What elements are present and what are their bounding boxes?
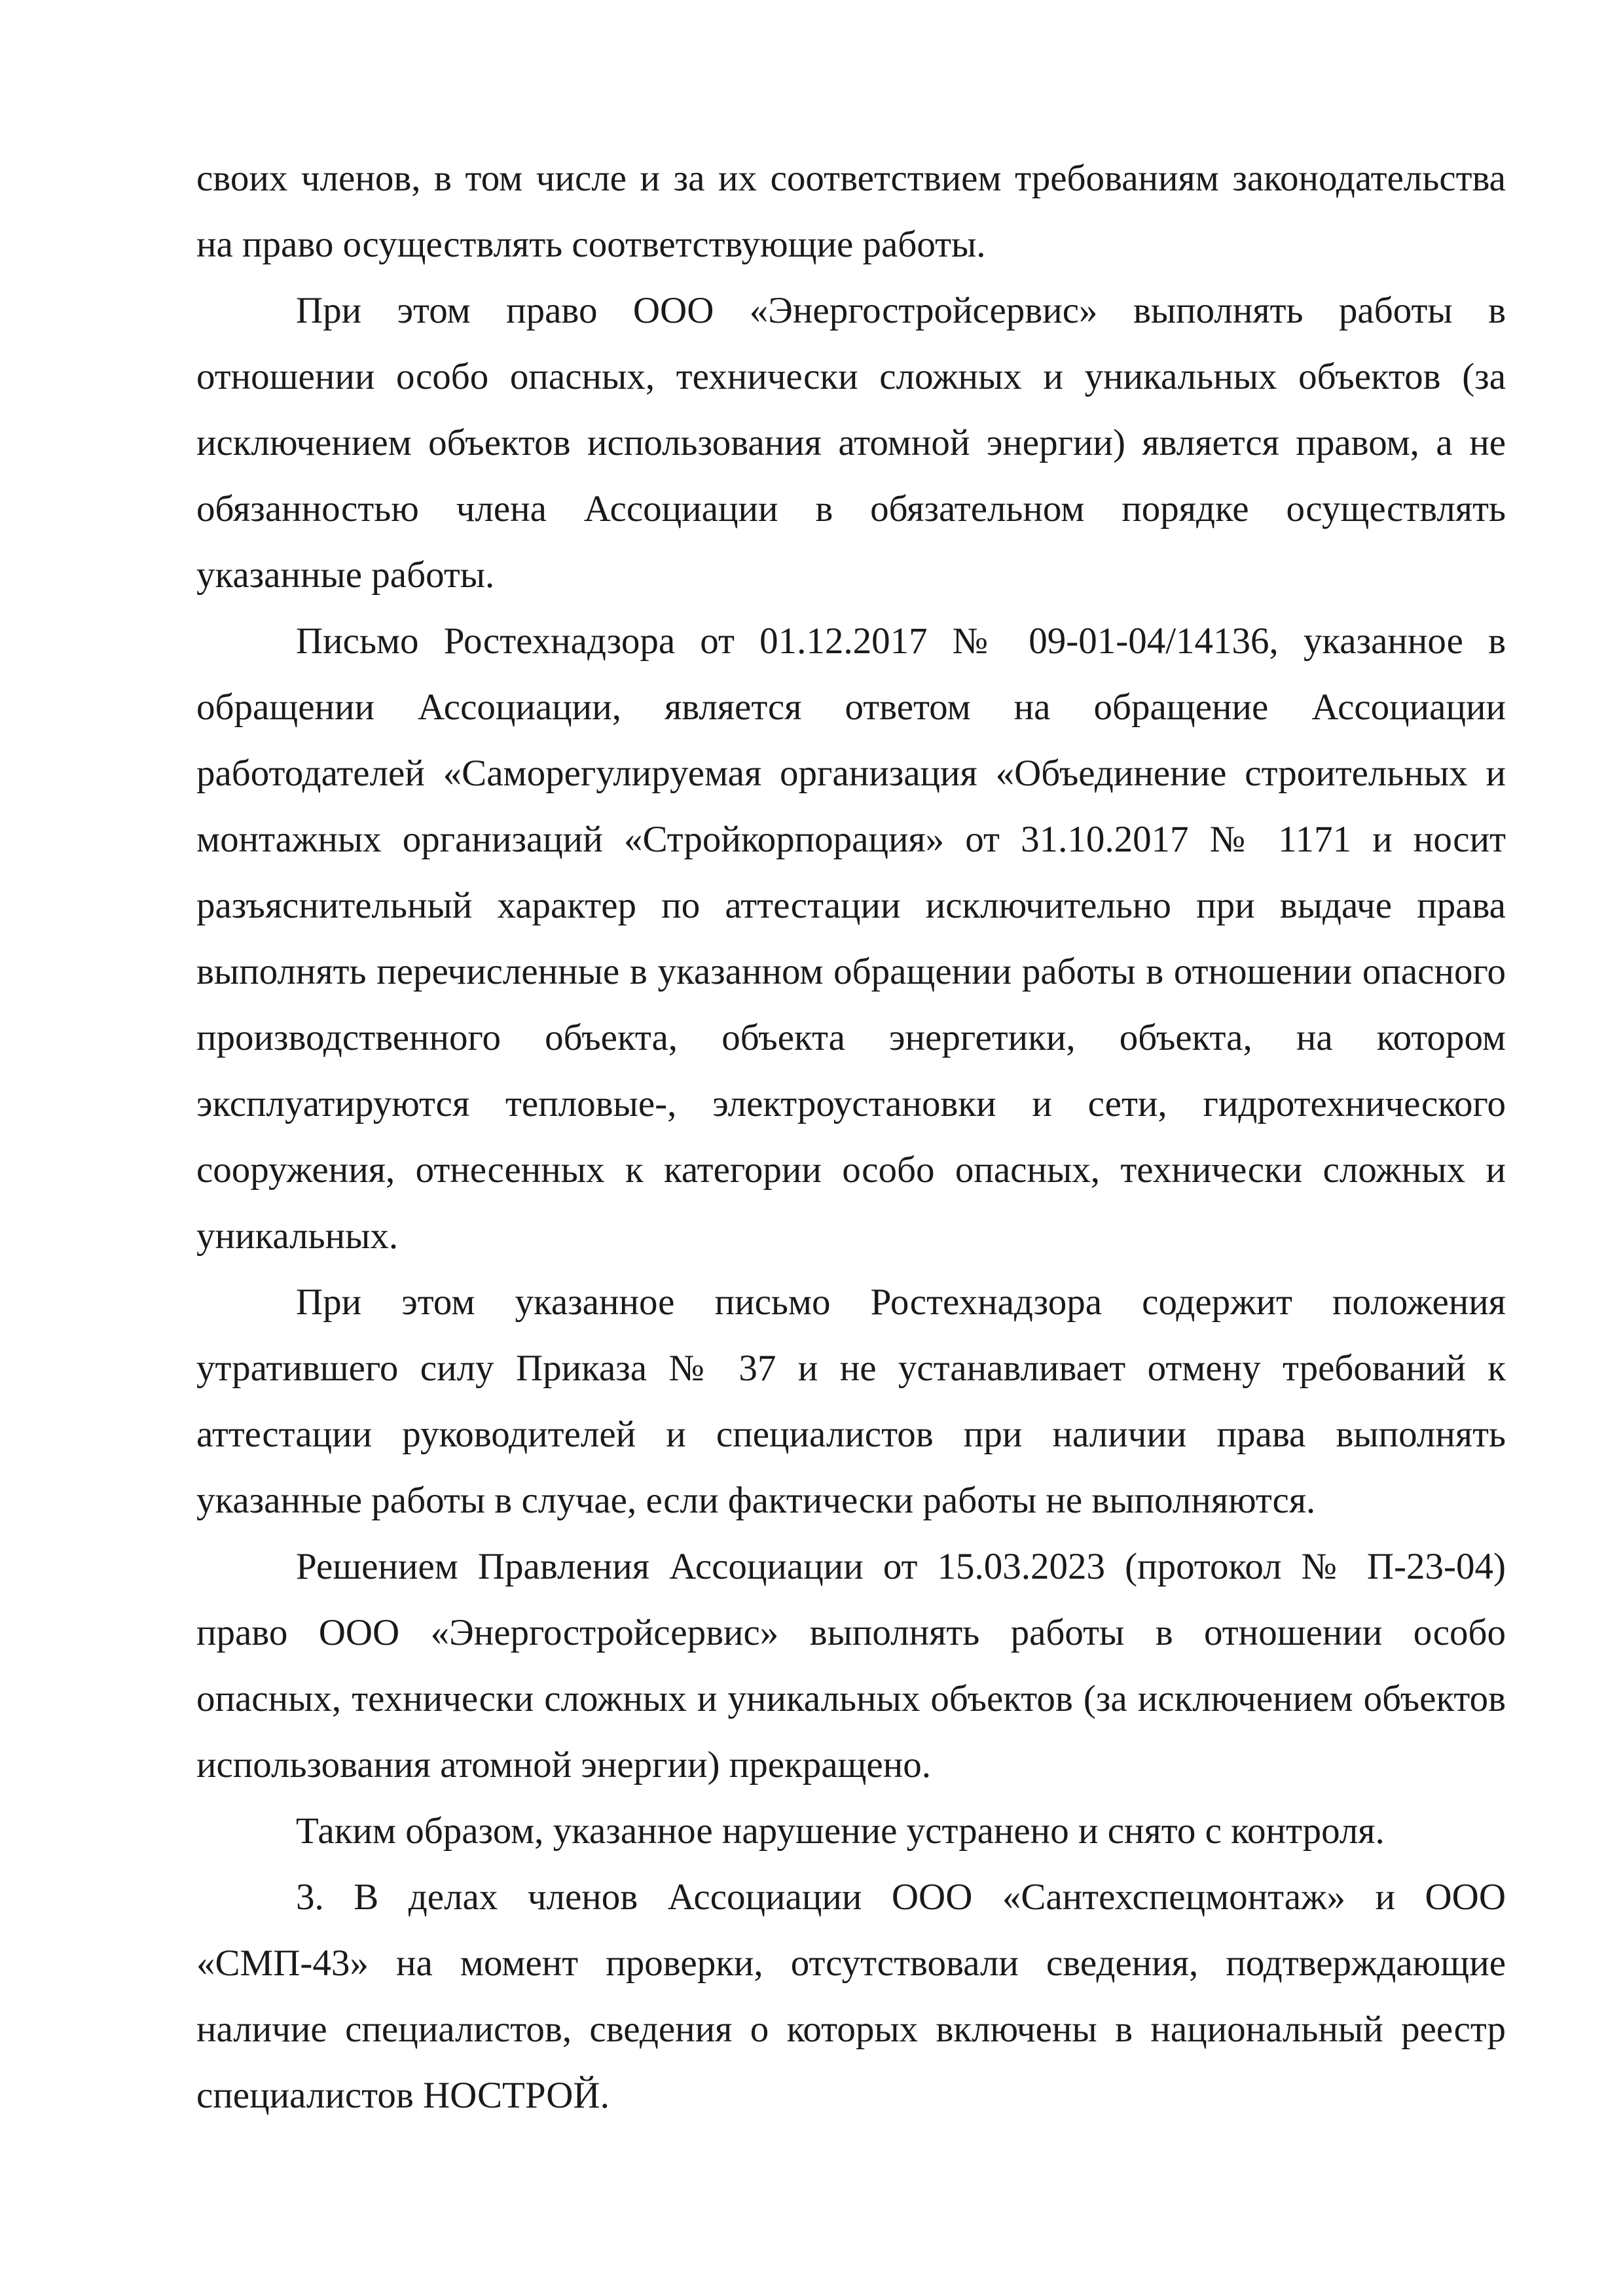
paragraph-letter-provisions: При этом указанное письмо Ростехнадзора содержит положения утратившего силу Приказа № 37 и не устанавливает отмену требований к аттестации руководителей и специалистов при наличии права выполнять указанные работы в случае, если фактически работы не выполняются.	[196, 1282, 1506, 1521]
paragraph-continuation: своих членов, в том числе и за их соответствием требованиям законодательства на право осуществлять соответствующие работы.	[196, 158, 1506, 265]
paragraph-item-3: 3. В делах членов Ассоциации ООО «Сантехспецмонтаж» и ООО «СМП-43» на момент проверки, отсутствовали сведения, подтверждающие наличие специалистов, сведения о которых включены в национальный реестр специалистов НОСТРОЙ.	[196, 1876, 1506, 2116]
paragraph-rostekhnadzor-letter: Письмо Ростехнадзора от 01.12.2017 № 09-01-04/14136, указанное в обращении Ассоциации, является ответом на обращение Ассоциации работодателей «Саморегулируемая организация «Объединение строительных и монтажных организаций «Стройкорпорация» от 31.10.2017 № 1171 и носит разъяснительный характер по аттестации исключительно при выдаче права выполнять перечисленные в указанном обращении работы в отношении опасного производственного объекта, объекта энергетики, объекта, на котором эксплуатируются тепловые-, электроустановки и сети, гидротехнического сооружения, отнесенных к категории особо опасных, технически сложных и уникальных.	[196, 620, 1506, 1257]
paragraph-board-decision: Решением Правления Ассоциации от 15.03.2023 (протокол № П-23-04) право ООО «Энергостройсервис» выполнять работы в отношении особо опасных, технически сложных и уникальных объектов (за исключением объектов использования атомной энергии) прекращено.	[196, 1546, 1506, 1785]
paragraph-violation-resolved: Таким образом, указанное нарушение устранено и снято с контроля.	[296, 1810, 1385, 1852]
paragraph-right-not-obligation: При этом право ООО «Энергостройсервис» выполнять работы в отношении особо опасных, технически сложных и уникальных объектов (за исключением объектов использования атомной энергии) является правом, а не обязанностью члена Ассоциации в обязательном порядке осуществлять указанные работы.	[196, 290, 1506, 596]
document-body	[196, 145, 1506, 2128]
